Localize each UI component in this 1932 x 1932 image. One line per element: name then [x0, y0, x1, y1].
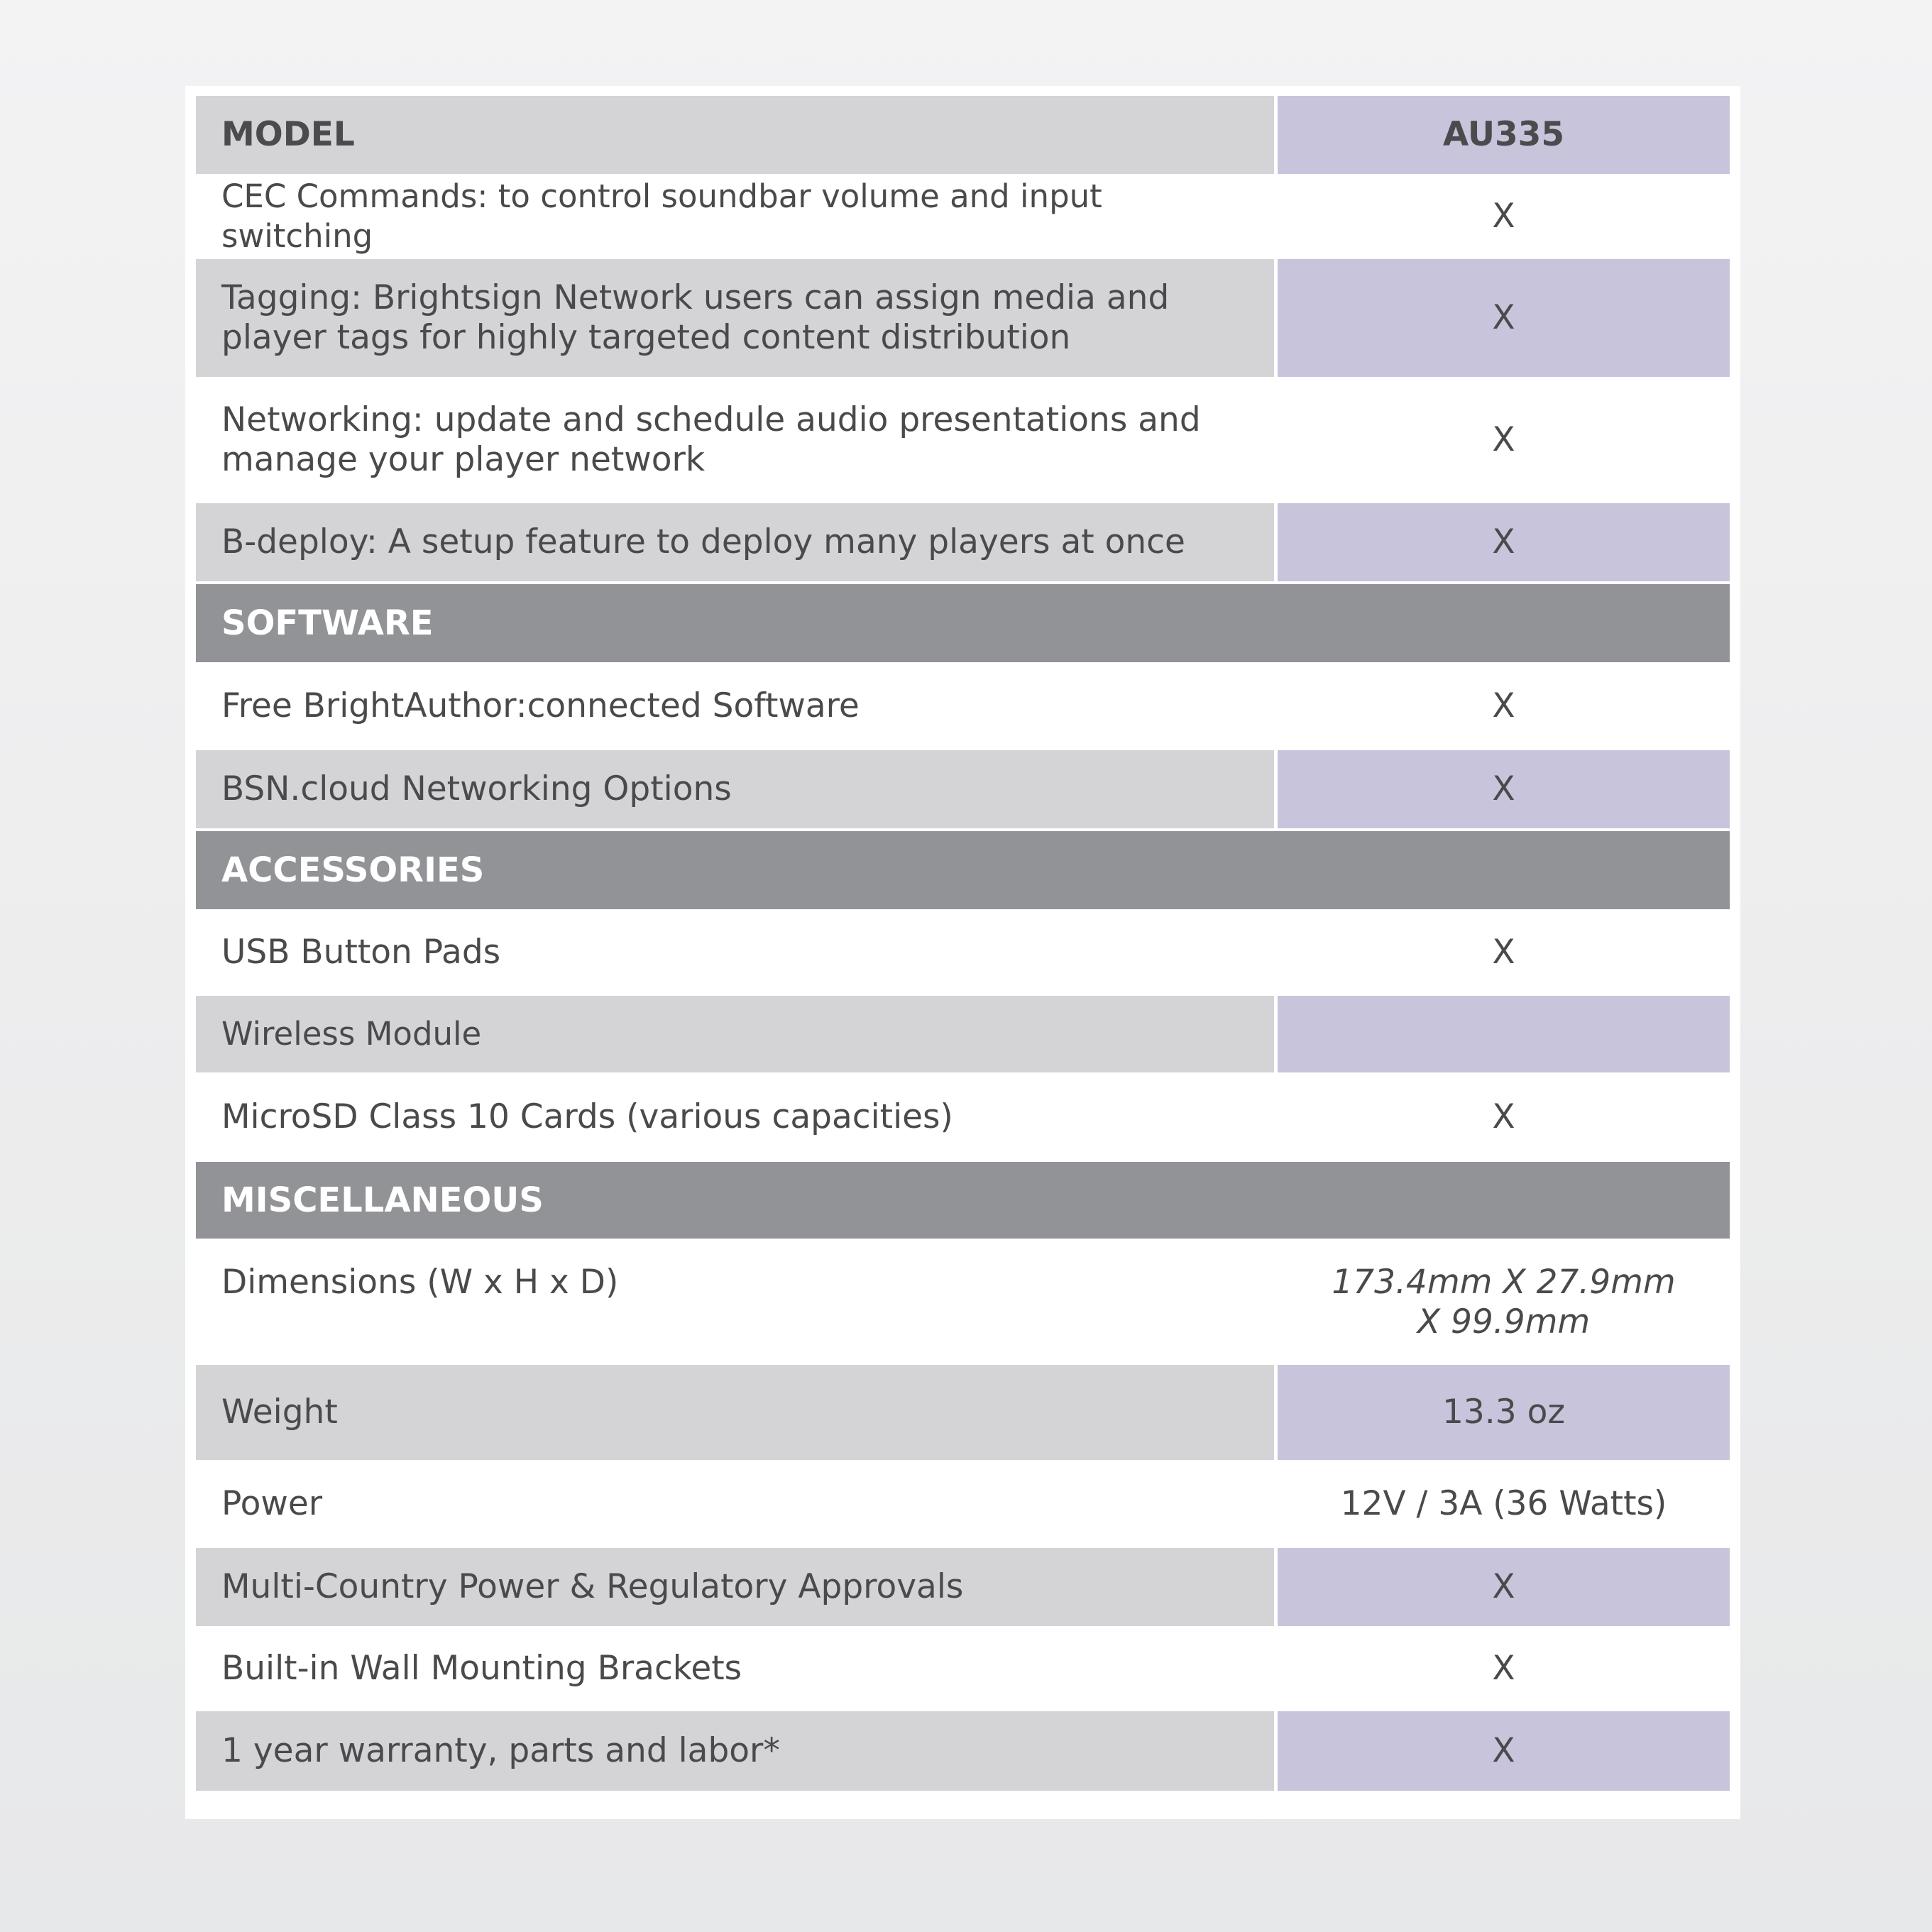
row-value: X — [1278, 912, 1730, 993]
row-label: Weight — [196, 1365, 1274, 1460]
row-value: 13.3 oz — [1278, 1365, 1730, 1460]
model-header-label: MODEL — [196, 96, 1274, 174]
section-header-miscellaneous — [196, 1162, 1730, 1239]
section-header-accessories — [196, 831, 1730, 909]
table-row — [196, 750, 1730, 828]
row-value — [1278, 996, 1730, 1072]
row-value: X — [1278, 1548, 1730, 1626]
row-label: Dimensions (W x H x D) — [196, 1241, 1274, 1362]
row-value: X — [1278, 750, 1730, 828]
row-label: Built-in Wall Mounting Brackets — [196, 1629, 1274, 1708]
row-label: CEC Commands: to control soundbar volume and input switching — [196, 177, 1274, 256]
row-value: 173.4mm X 27.9mm X 99.9mm — [1278, 1241, 1730, 1362]
row-value: X — [1278, 1629, 1730, 1708]
table-row — [196, 1548, 1730, 1626]
row-value: X — [1278, 380, 1730, 500]
row-label: Networking: update and schedule audio presentations and manage your player network — [196, 380, 1274, 500]
row-value: X — [1278, 665, 1730, 747]
row-label: BSN.cloud Networking Options — [196, 750, 1274, 828]
section-header-software — [196, 584, 1730, 662]
section-title: SOFTWARE — [196, 584, 1730, 662]
row-label: Tagging: Brightsign Network users can assign media and player tags for highly targeted content distribution — [196, 259, 1274, 377]
table-row — [196, 1711, 1730, 1791]
row-label: USB Button Pads — [196, 912, 1274, 993]
row-label: 1 year warranty, parts and labor* — [196, 1711, 1274, 1791]
row-value: 12V / 3A (36 Watts) — [1278, 1463, 1730, 1545]
section-title: ACCESSORIES — [196, 831, 1730, 909]
row-label: Power — [196, 1463, 1274, 1545]
table-row — [196, 1241, 1730, 1362]
table-row — [196, 259, 1730, 377]
table-row — [196, 996, 1730, 1072]
row-value: X — [1278, 503, 1730, 581]
table-header-row — [196, 96, 1730, 174]
row-label: Free BrightAuthor:connected Software — [196, 665, 1274, 747]
table-row — [196, 380, 1730, 500]
spec-table-card — [185, 86, 1740, 1819]
table-row — [196, 177, 1730, 256]
model-header-value: AU335 — [1278, 96, 1730, 174]
spec-table — [196, 93, 1730, 1794]
row-label: Wireless Module — [196, 996, 1274, 1072]
row-value: X — [1278, 259, 1730, 377]
section-title: MISCELLANEOUS — [196, 1162, 1730, 1239]
row-label: Multi-Country Power & Regulatory Approvals — [196, 1548, 1274, 1626]
table-row — [196, 1365, 1730, 1460]
table-row — [196, 1463, 1730, 1545]
table-row — [196, 503, 1730, 581]
table-row — [196, 1629, 1730, 1708]
table-row — [196, 665, 1730, 747]
row-label: MicroSD Class 10 Cards (various capacities) — [196, 1075, 1274, 1159]
row-value: X — [1278, 1075, 1730, 1159]
table-row — [196, 912, 1730, 993]
table-row — [196, 1075, 1730, 1159]
row-value: X — [1278, 1711, 1730, 1791]
row-label: B-deploy: A setup feature to deploy many players at once — [196, 503, 1274, 581]
row-value: X — [1278, 177, 1730, 256]
